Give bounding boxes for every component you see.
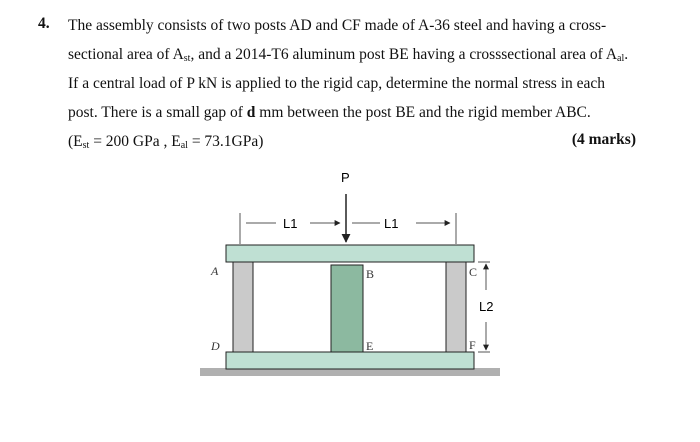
post-ad-steel	[233, 262, 253, 352]
post-be-aluminum	[331, 265, 363, 352]
point-label-a: A	[211, 264, 219, 278]
dim-label-left-l1: L1	[283, 216, 298, 231]
question-line-1: The assembly consists of two posts AD and CF made of A-36 steel and having a cross-	[68, 17, 607, 34]
modulus-aluminum-subscript: al	[180, 140, 188, 151]
rigid-cap-abc	[226, 245, 474, 262]
line2-part-c: .	[624, 46, 629, 63]
question-line-3: If a central load of P kN is applied to the rigid cap, determine the normal stress in each	[68, 75, 606, 92]
point-label-c: C	[469, 265, 478, 279]
line2-part-b: , and a 2014-T6 aluminum post BE having a crosssectional area of A	[190, 46, 618, 63]
load-label-p: P	[341, 170, 350, 185]
line5-part-a: (E	[68, 133, 83, 150]
dim-label-l2: L2	[479, 299, 494, 314]
post-cf-steel	[446, 262, 466, 352]
point-label-f: F	[469, 338, 476, 352]
marks-label: (4 marks)	[571, 131, 636, 148]
area-steel-subscript: st	[183, 53, 191, 64]
line2-part-a: sectional area of A	[68, 46, 184, 63]
point-label-b: B	[366, 267, 375, 281]
point-label-d: D	[211, 339, 220, 353]
line5-part-c: = 73.1GPa)	[187, 133, 264, 150]
area-aluminum-subscript: al	[617, 53, 625, 64]
line4-part-b: mm between the post BE and the rigid member ABC.	[255, 104, 591, 121]
gap-symbol: d	[246, 104, 256, 121]
line5-part-b: = 200 GPa , E	[89, 133, 181, 150]
dim-label-right-l1: L1	[384, 216, 399, 231]
modulus-steel-subscript: st	[82, 140, 90, 151]
line4-part-a: post. There is a small gap of	[68, 104, 247, 121]
question-number: 4.	[38, 15, 50, 32]
base-plate	[226, 352, 474, 369]
point-label-e: E	[366, 339, 374, 353]
